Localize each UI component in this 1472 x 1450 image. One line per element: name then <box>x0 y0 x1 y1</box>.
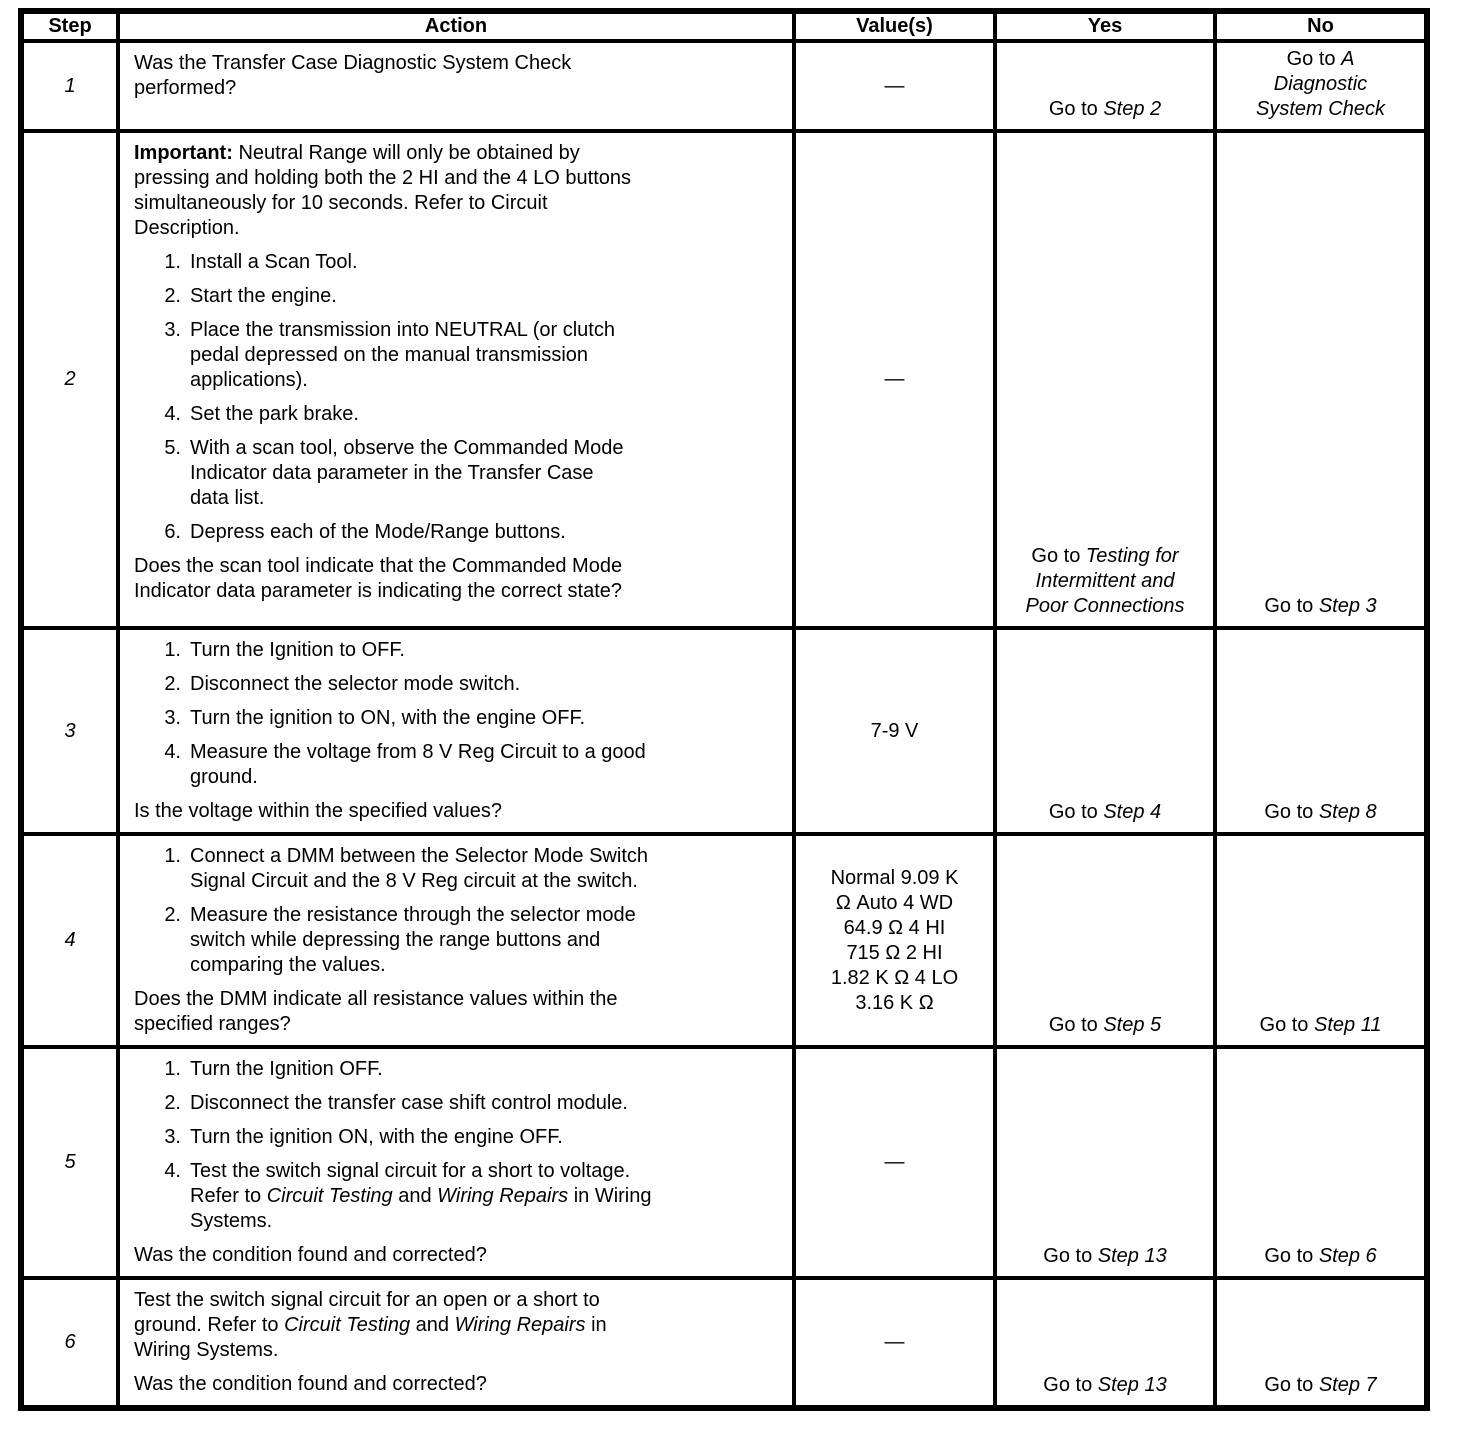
action-cell <box>118 628 794 834</box>
column-header-no: No <box>1215 11 1427 41</box>
action-item <box>134 706 784 731</box>
value-text: 7-9 V <box>870 719 919 742</box>
column-header-action: Action <box>118 11 794 41</box>
yes-goto-text: Go to Step 4 <box>1048 801 1162 823</box>
column-header-values: Value(s) <box>794 11 995 41</box>
value-text: — <box>884 368 905 390</box>
action-item <box>134 844 784 894</box>
value-cell <box>794 131 995 628</box>
action-item <box>134 740 784 790</box>
action-cell <box>118 834 794 1047</box>
value-text: Normal 9.09 K Ω Auto 4 WD 64.9 Ω 4 HI 715 Ω 2 HI 1.82 K Ω 4 LO 3.16 K Ω <box>830 866 959 1014</box>
table-row <box>21 1278 1427 1408</box>
no-cell <box>1215 131 1427 628</box>
no-goto-text: Go to Step 6 <box>1264 1245 1377 1267</box>
action-question: Is the voltage within the specified values? <box>134 800 502 822</box>
action-item <box>134 402 784 427</box>
value-cell <box>794 834 995 1047</box>
action-item <box>134 318 784 393</box>
action-question: Does the scan tool indicate that the Commanded Mode Indicator data parameter is indicating the correct state? <box>134 555 623 602</box>
value-cell <box>794 1278 995 1408</box>
column-header-yes: Yes <box>995 11 1215 41</box>
action-item <box>134 1125 784 1150</box>
yes-goto-text: Go to Step 13 <box>1043 1374 1167 1396</box>
item-text: Connect a DMM between the Selector Mode Switch Signal Circuit and the 8 V Reg circuit at the switch. <box>190 845 648 892</box>
table-body <box>21 41 1427 1408</box>
item-number: 5. <box>164 437 181 459</box>
step-cell: 4 <box>21 834 118 1047</box>
item-number: 3. <box>164 707 181 729</box>
action-item <box>134 638 784 663</box>
item-number: 1. <box>164 845 181 867</box>
table-row <box>21 834 1427 1047</box>
item-number: 4. <box>164 1160 181 1182</box>
yes-cell <box>995 41 1215 131</box>
action-item <box>134 903 784 978</box>
action-item <box>134 520 784 545</box>
table-row <box>21 628 1427 834</box>
item-text: Place the transmission into NEUTRAL (or clutch pedal depressed on the manual transmission applications). <box>190 319 615 391</box>
item-text: Start the engine. <box>190 285 337 307</box>
yes-cell <box>995 1278 1215 1408</box>
item-text: Depress each of the Mode/Range buttons. <box>190 521 566 543</box>
action-item <box>134 1057 784 1082</box>
no-cell <box>1215 1047 1427 1278</box>
value-text: — <box>884 74 905 97</box>
item-number: 1. <box>164 1058 181 1080</box>
action-cell <box>118 41 794 131</box>
yes-cell <box>995 628 1215 834</box>
value-text: — <box>884 1331 905 1353</box>
item-text: With a scan tool, observe the Commanded Mode Indicator data parameter in the Transfer Case data list. <box>190 437 624 509</box>
item-number: 3. <box>164 319 181 341</box>
action-item <box>134 284 784 309</box>
item-number: 2. <box>164 673 181 695</box>
item-text: Install a Scan Tool. <box>190 251 358 273</box>
item-number: 1. <box>164 639 181 661</box>
action-question: Was the condition found and corrected? <box>134 1244 487 1266</box>
no-cell <box>1215 41 1427 131</box>
no-cell <box>1215 1278 1427 1408</box>
action-cell <box>118 1278 794 1408</box>
column-header-step: Step <box>21 11 118 41</box>
item-text: Disconnect the transfer case shift control module. <box>190 1092 628 1114</box>
item-number: 2. <box>164 1092 181 1114</box>
header-row <box>21 11 1427 41</box>
yes-cell <box>995 131 1215 628</box>
action-item <box>134 436 784 511</box>
step-cell: 2 <box>21 131 118 628</box>
action-cell <box>118 1047 794 1278</box>
step-cell: 6 <box>21 1278 118 1408</box>
diagnostic-table <box>18 8 1430 1411</box>
item-number: 1. <box>164 251 181 273</box>
action-cell <box>118 131 794 628</box>
action-item <box>134 672 784 697</box>
item-text: Measure the voltage from 8 V Reg Circuit to a good ground. <box>190 741 646 788</box>
no-cell <box>1215 834 1427 1047</box>
action-question: Was the Transfer Case Diagnostic System Check performed? <box>134 52 572 99</box>
value-cell <box>794 41 995 131</box>
action-item <box>134 250 784 275</box>
step-cell: 3 <box>21 628 118 834</box>
item-text: Set the park brake. <box>190 403 359 425</box>
item-text: Turn the Ignition to OFF. <box>190 639 405 661</box>
no-goto-text: Go to A Diagnostic System Check <box>1256 48 1385 120</box>
yes-goto-text: Go to Step 13 <box>1043 1245 1167 1267</box>
item-text: Turn the ignition to ON, with the engine OFF. <box>190 707 586 729</box>
item-text: Turn the ignition ON, with the engine OFF. <box>190 1126 563 1148</box>
item-number: 2. <box>164 904 181 926</box>
no-goto-text: Go to Step 11 <box>1259 1014 1382 1036</box>
item-number: 2. <box>164 285 181 307</box>
table-row <box>21 1047 1427 1278</box>
action-question: Does the DMM indicate all resistance values within the specified ranges? <box>134 988 618 1035</box>
item-number: 4. <box>164 403 181 425</box>
item-text: Measure the resistance through the selector mode switch while depressing the range buttons and comparing the values. <box>190 904 636 976</box>
action-question: Was the condition found and corrected? <box>134 1373 487 1395</box>
step-cell: 5 <box>21 1047 118 1278</box>
item-text: Test the switch signal circuit for a short to voltage. Refer to Circuit Testing and Wiring Repairs in Wiring Systems. <box>190 1160 652 1232</box>
yes-goto-text: Go to Step 5 <box>1048 1014 1162 1036</box>
action-item <box>134 1159 784 1234</box>
step-cell: 1 <box>21 41 118 131</box>
yes-cell <box>995 1047 1215 1278</box>
yes-goto-text: Go to Testing for Intermittent and Poor Connections <box>1025 545 1185 617</box>
action-item <box>134 1091 784 1116</box>
no-goto-text: Go to Step 3 <box>1264 595 1377 617</box>
item-text: Turn the Ignition OFF. <box>190 1058 383 1080</box>
value-text: — <box>884 1151 905 1173</box>
action-paragraph: Important: Neutral Range will only be obtained by pressing and holding both the 2 HI and the 4 LO buttons simultaneously for 10 seconds. Refer to Circuit Description. <box>134 142 632 239</box>
item-number: 4. <box>164 741 181 763</box>
yes-cell <box>995 834 1215 1047</box>
value-cell <box>794 628 995 834</box>
value-cell <box>794 1047 995 1278</box>
item-number: 3. <box>164 1126 181 1148</box>
action-paragraph: Test the switch signal circuit for an open or a short to ground. Refer to Circuit Testing and Wiring Repairs in Wiring Systems. <box>134 1289 607 1361</box>
item-number: 6. <box>164 521 181 543</box>
yes-goto-text: Go to Step 2 <box>1048 98 1162 120</box>
no-cell <box>1215 628 1427 834</box>
item-text: Disconnect the selector mode switch. <box>190 673 521 695</box>
table-row <box>21 41 1427 131</box>
table-row <box>21 131 1427 628</box>
no-goto-text: Go to Step 8 <box>1264 801 1377 823</box>
no-goto-text: Go to Step 7 <box>1264 1374 1377 1396</box>
